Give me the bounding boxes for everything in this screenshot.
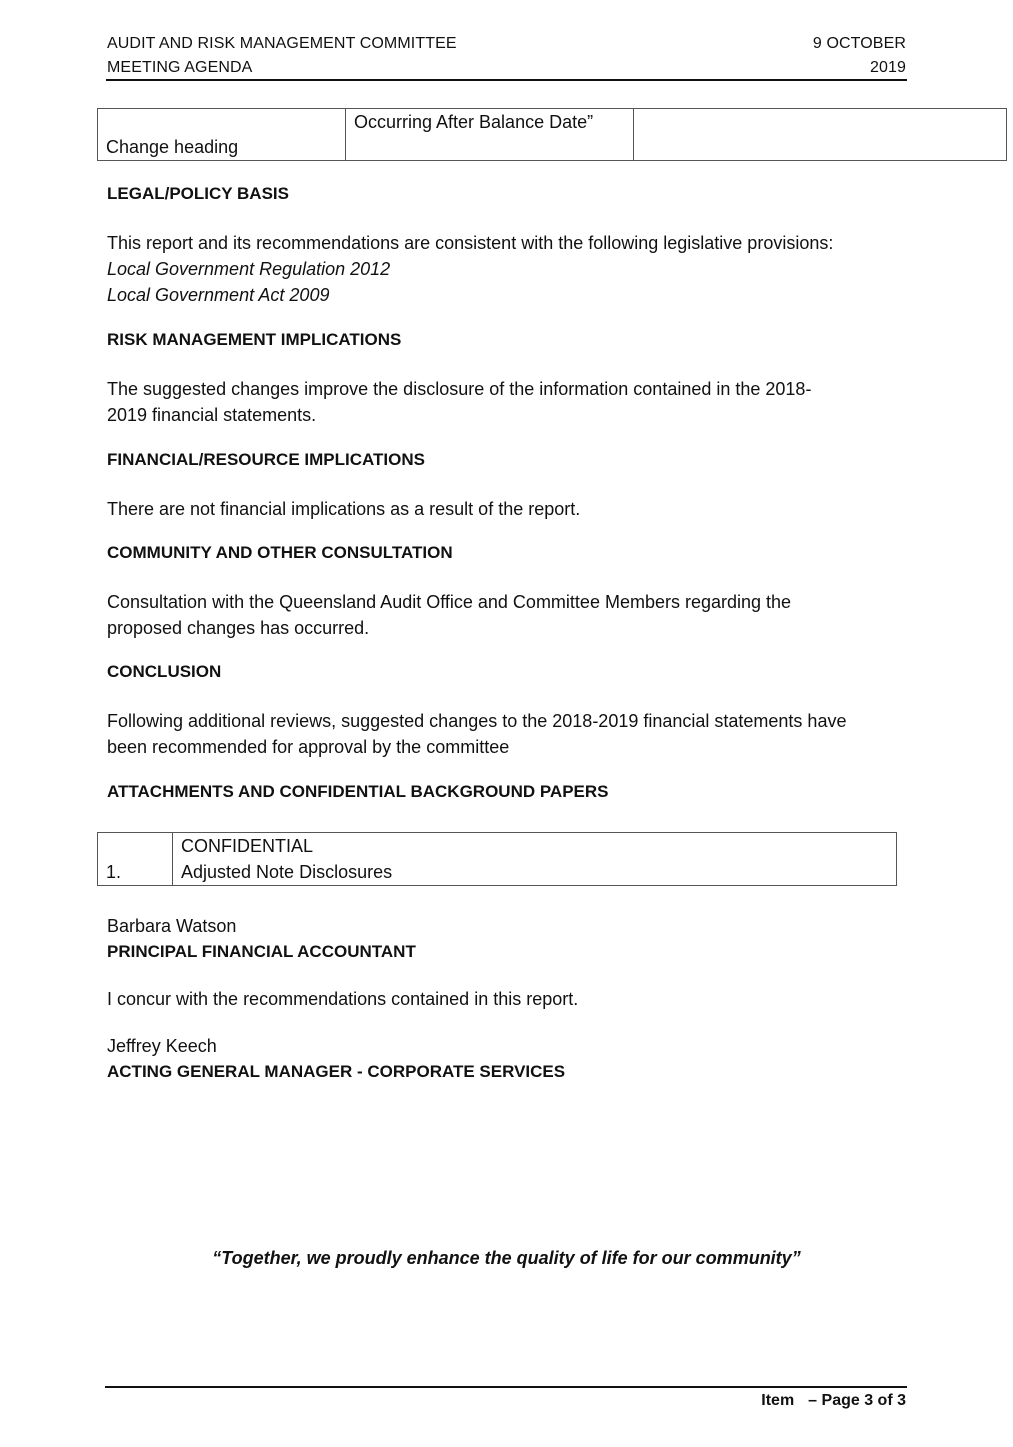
- attachments-heading: ATTACHMENTS AND CONFIDENTIAL BACKGROUND PAPERS: [107, 782, 609, 801]
- community-body: [107, 589, 907, 641]
- table-row: [98, 109, 1007, 161]
- risk-body: [107, 376, 907, 428]
- community-heading: COMMUNITY AND OTHER CONSULTATION: [107, 543, 453, 562]
- meeting-date-year: 2019: [870, 59, 906, 76]
- document-type: MEETING AGENDA: [107, 59, 253, 76]
- risk-line: 2019 financial statements.: [107, 405, 317, 425]
- attachment-details: [173, 833, 897, 886]
- council-motto: “Together, we proudly enhance the quality of life for our community”: [212, 1248, 801, 1268]
- footer-rule: [105, 1386, 907, 1388]
- legislation-item: Local Government Regulation 2012: [107, 259, 391, 279]
- legislation-item: Local Government Act 2009: [107, 285, 330, 305]
- conclusion-heading: CONCLUSION: [107, 662, 222, 681]
- financial-body: There are not financial implications as a result of the report.: [107, 499, 581, 519]
- author-title: PRINCIPAL FINANCIAL ACCOUNTANT: [107, 942, 416, 961]
- attachment-classification: CONFIDENTIAL: [181, 836, 314, 856]
- change-table: [97, 108, 1007, 161]
- meeting-date-day: 9 OCTOBER: [812, 35, 906, 52]
- document-header-left: [107, 32, 457, 80]
- attachment-title: Adjusted Note Disclosures: [181, 862, 393, 882]
- page-footer: [761, 1392, 906, 1410]
- attachment-number: 1.: [98, 833, 173, 886]
- concur-statement: I concur with the recommendations contained in this report.: [107, 989, 579, 1009]
- change-detail-cell: Occurring After Balance Date”: [346, 109, 634, 161]
- committee-name: AUDIT AND RISK MANAGEMENT COMMITTEE: [107, 35, 457, 52]
- approver-title: ACTING GENERAL MANAGER - CORPORATE SERVICES: [107, 1062, 566, 1081]
- community-line: Consultation with the Queensland Audit Office and Committee Members regarding the: [107, 592, 792, 612]
- financial-heading: FINANCIAL/RESOURCE IMPLICATIONS: [107, 450, 425, 469]
- legal-intro: This report and its recommendations are consistent with the following legislative provisions:: [107, 233, 834, 253]
- page-number: – Page 3 of 3: [808, 1392, 906, 1409]
- risk-line: The suggested changes improve the disclosure of the information contained in the 2018-: [107, 379, 812, 399]
- author-signature: [107, 913, 907, 965]
- approver-signature: [107, 1033, 907, 1085]
- approver-name: Jeffrey Keech: [107, 1036, 217, 1056]
- header-rule: [106, 79, 907, 81]
- item-label: Item: [761, 1392, 795, 1409]
- legal-body: [107, 230, 907, 308]
- conclusion-body: [107, 708, 907, 760]
- legal-heading: LEGAL/POLICY BASIS: [107, 184, 289, 203]
- change-heading-cell: Change heading: [98, 109, 346, 161]
- change-comment-cell: [634, 109, 1007, 161]
- risk-heading: RISK MANAGEMENT IMPLICATIONS: [107, 330, 402, 349]
- community-line: proposed changes has occurred.: [107, 618, 370, 638]
- document-header-right: [813, 32, 906, 80]
- author-name: Barbara Watson: [107, 916, 237, 936]
- conclusion-line: been recommended for approval by the committee: [107, 737, 510, 757]
- attachments-table: [97, 832, 897, 886]
- conclusion-line: Following additional reviews, suggested changes to the 2018-2019 financial statements have: [107, 711, 847, 731]
- table-row: [98, 833, 897, 886]
